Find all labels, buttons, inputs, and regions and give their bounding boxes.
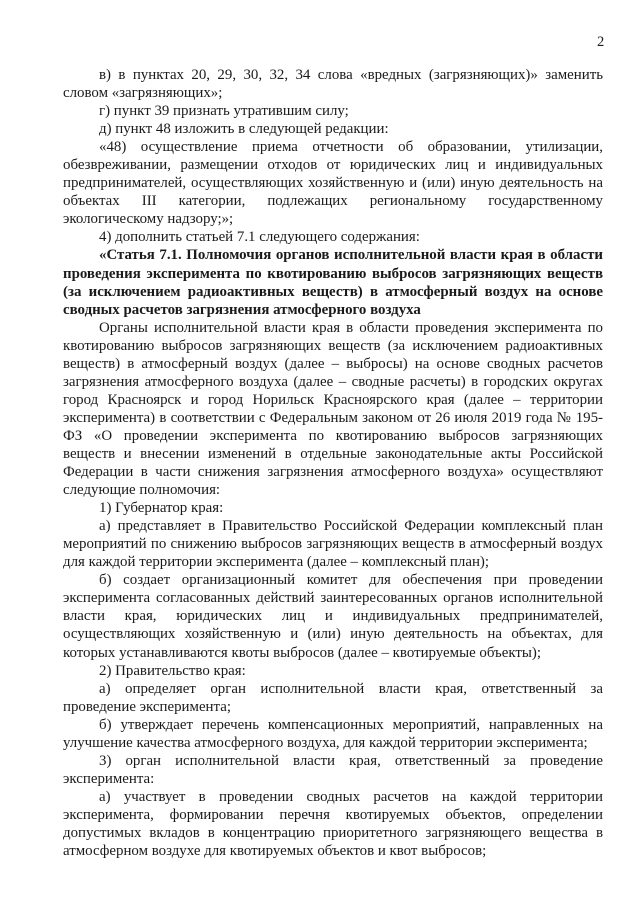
paragraph-clause-48: «48) осуществление приема отчетности об образовании, утилизации, обезвреживании, размещении отходов от юридических лиц и индивидуальных предпринимателей, осуществляющих хозяйственную и (или) иную деятельность на объектах III категории, подлежащих региональному государственному экологическому надзору;»; — [63, 139, 603, 228]
paragraph-government-b: б) утверждает перечень компенсационных мероприятий, направленных на улучшение качества атмосферного воздуха, для каждой территории эксперимента; — [63, 716, 603, 751]
paragraph-article-intro: Органы исполнительной власти края в области проведения эксперимента по квотированию выбросов загрязняющих веществ (за исключением радиоактивных веществ) в атмосферный воздух (далее – выбросы) на основе сводных расчетов загрязнения атмосферного воздуха (далее – сводные расчеты) в городских округах город Красноярск и город Норильск Красноярского края (далее – территории эксперимента) в соответствии с Федеральным законом от 26 июля 2019 года № 195-ФЗ «О проведении эксперимента по квотированию выбросов загрязняющих веществ и внесении изменений в отдельные законодательные акты Российской Федерации в части снижения загрязнения атмосферного воздуха» осуществляют следующие полномочия: — [63, 319, 603, 499]
document-body — [63, 66, 603, 860]
paragraph-item-v: в) в пунктах 20, 29, 30, 32, 34 слова «вредных (загрязняющих)» заменить словом «загрязняющих»; — [63, 67, 603, 102]
article-heading: «Статья 7.1. Полномочия органов исполнительной власти края в области проведения эксперимента по квотированию выбросов загрязняющих веществ (за исключением радиоактивных веществ) в атмосферный воздух на основе сводных расчетов загрязнения атмосферного воздуха — [63, 247, 603, 318]
paragraph-governor: 1) Губернатор края: — [99, 500, 224, 517]
paragraph-executive-body-a: а) участвует в проведении сводных расчетов на каждой территории эксперимента, формировании перечня квотируемых объектов, определении допустимых вкладов в концентрацию приоритетного загрязняющего вещества в атмосферном воздухе для квотируемых объектов и квот выбросов; — [63, 788, 603, 860]
paragraph-governor-a: а) представляет в Правительство Российской Федерации комплексный план мероприятий по снижению выбросов загрязняющих веществ в атмосферный воздух для каждой территории эксперимента (далее – комплексный план); — [63, 518, 603, 571]
paragraph-item-d: д) пункт 48 изложить в следующей редакции: — [99, 121, 389, 138]
paragraph-item-4: 4) дополнить статьей 7.1 следующего содержания: — [99, 229, 420, 246]
page-number: 2 — [597, 34, 605, 50]
paragraph-item-g: г) пункт 39 признать утратившим силу; — [99, 103, 349, 120]
paragraph-governor-b: б) создает организационный комитет для обеспечения при проведении эксперимента согласованных действий заинтересованных органов исполнительной власти края, юридических лиц и индивидуальных предпринимателей, осуществляющих хозяйственную и (или) иную деятельность на объектах, для которых устанавливаются квоты выбросов (далее – квотируемые объекты); — [63, 572, 603, 661]
paragraph-government: 2) Правительство края: — [99, 662, 246, 679]
paragraph-executive-body: 3) орган исполнительной власти края, ответственный за проведение эксперимента: — [63, 752, 603, 787]
paragraph-government-a: а) определяет орган исполнительной власти края, ответственный за проведение эксперимента; — [63, 680, 603, 715]
